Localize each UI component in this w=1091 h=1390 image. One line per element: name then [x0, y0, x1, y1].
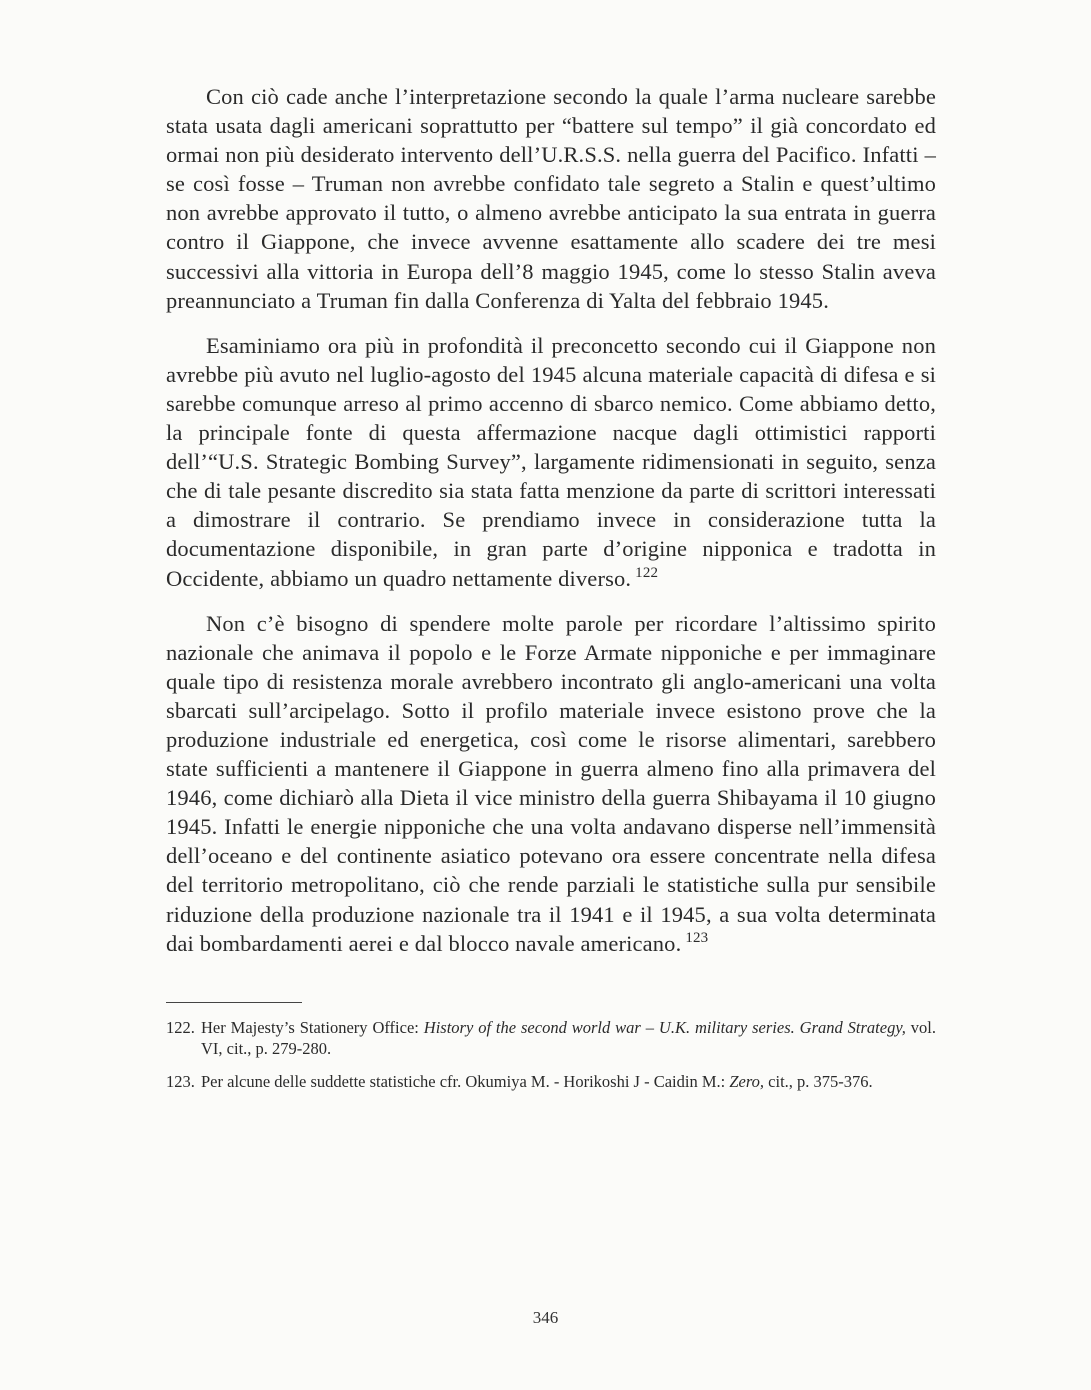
- footnote-title: Zero,: [729, 1071, 765, 1091]
- footnote-title: History of the second world war – U.K. military series. Grand Strategy,: [423, 1017, 906, 1037]
- page-number: 346: [532, 1308, 559, 1327]
- footnote-divider: [166, 1002, 302, 1003]
- footnote-citation: vol. VI, cit., p. 279-280.: [201, 1017, 936, 1058]
- paragraph-1: [166, 82, 936, 315]
- footnote-citation: cit., p. 375-376.: [764, 1071, 873, 1091]
- paragraph-2: [166, 331, 936, 593]
- footnote-122: [166, 1017, 936, 1059]
- footnote-ref-122[interactable]: 122: [635, 565, 659, 581]
- footnote-text: Her Majesty’s Stationery Office:: [201, 1017, 424, 1037]
- footnote-number: 122.: [166, 1017, 195, 1037]
- paragraph-2-text: Esaminiamo ora più in profondità il preconcetto secondo cui il Giappone non avrebbe più avuto nel luglio-agosto del 1945 alcuna materiale capacità di difesa e si sarebbe comunque arreso al primo accenno di sbarco nemico. Come abbiamo detto, la principale fonte di questa affermazione nacque dagli ottimistici rapporti dell’“U.S. Strategic Bombing Survey”, largamente ridimensionati in seguito, senza che di tale pesante discredito sia stata fatta menzione da parte di scrittori interessati a dimostrare il contrario. Se prendiamo invece in considerazione tutta la documentazione disponibile, in gran parte d’origine nipponica e tradotta in Occidente, abbiamo un quadro nettamente diverso.: [166, 332, 936, 591]
- footnote-ref-123[interactable]: 123: [685, 930, 709, 947]
- footnote-body: [201, 1071, 936, 1092]
- footnote-123: [166, 1071, 936, 1092]
- footnote-body: [201, 1017, 936, 1059]
- paragraph-1-text: Con ciò cade anche l’interpretazione secondo la quale l’arma nucleare sarebbe stata usata dagli americani soprattutto per “battere sul tempo” il già concordato ed ormai non più desiderato intervento dell’U.R.S.S. nella guerra del Pacifico. Infatti – se così fosse – Truman non avrebbe confidato tale segreto a Stalin e quest’ultimo non avrebbe approvato il tutto, o almeno avrebbe anticipato la sua entrata in guerra contro il Giappone, che invece avvenne esattamente allo scadere dei tre mesi successivi alla vittoria in Europa dell’8 maggio 1945, come lo stesso Stalin aveva preannunciato a Truman fin dalla Conferenza di Yalta del febbraio 1945.: [166, 84, 936, 313]
- footnote-number: 123.: [166, 1071, 195, 1091]
- paragraph-3: [166, 609, 936, 958]
- page-body: [166, 82, 936, 1104]
- paragraph-3-text: Non c’è bisogno di spendere molte parole per ricordare l’altissimo spirito nazionale che animava il popolo e le Forze Armate nipponiche e per immaginare quale tipo di resistenza morale avrebbero incontrato gli anglo-americani una volta sbarcati sull’arcipelago. Sotto il profilo materiale invece esistono prove che la produzione industriale ed energetica, così come le risorse alimentari, sarebbero state sufficienti a mantenere il Giappone in guerra almeno fino alla primavera del 1946, come dichiarò alla Dieta il vice ministro della guerra Shibayama il 10 giugno 1945. Infatti le energie nipponiche che una volta andavano disperse nell’immensità dell’oceano e del continente asiatico potevano ora essere concentrate nella difesa del territorio metropolitano, ciò che rende parziali le statistiche sulla pur sensibile riduzione della produzione nazionale tra il 1941 e il 1945, a sua volta determinata dai bombardamenti aerei e dal blocco navale americano.: [166, 610, 936, 956]
- footnote-text: Per alcune delle suddette statistiche cfr. Okumiya M. - Horikoshi J - Caidin M.:: [201, 1071, 730, 1091]
